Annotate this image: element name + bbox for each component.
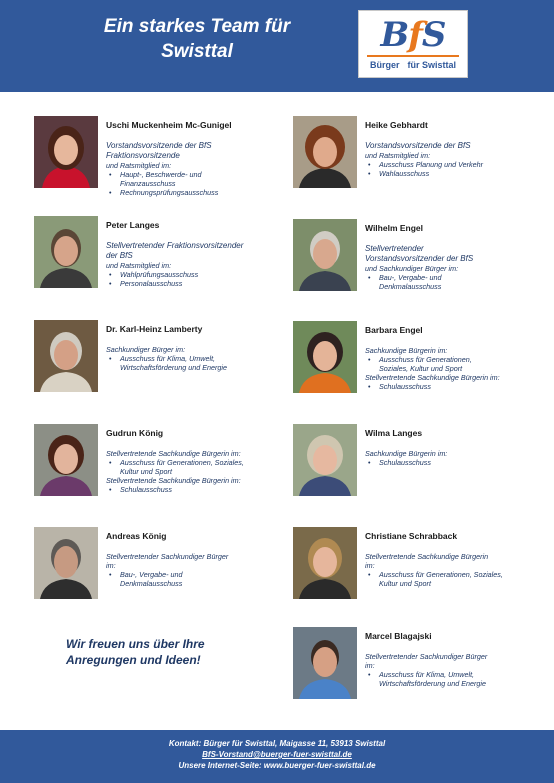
member-photo: [34, 216, 98, 288]
member-membership-label: und Sachkundiger Bürger im:: [365, 264, 459, 273]
member-info: [365, 325, 545, 391]
committee-item: • Ausschuss Planung und Verkehr: [379, 160, 545, 169]
member-photo: [293, 627, 357, 699]
logo-letter-s: S: [421, 15, 446, 55]
member-name: Wilhelm Engel: [365, 223, 424, 233]
closing-message: [66, 636, 256, 668]
committee-item: • Bau-, Vergabe- und: [379, 273, 545, 282]
committee-list: [365, 355, 545, 373]
member-info: [365, 223, 545, 291]
logo-text: [359, 59, 467, 71]
member-roles: [106, 345, 286, 372]
footer-email-link[interactable]: BfS-Vorstand@buerger-fuer-swisttal.de: [202, 750, 352, 759]
member-photo: [34, 116, 98, 188]
member-function: Vorstandsvorsitzender der BfS: [365, 254, 474, 263]
committee-list: [106, 570, 286, 588]
member-membership-label: im:: [365, 661, 375, 670]
logo-text-left: Bürger: [369, 60, 400, 70]
member-info: [365, 531, 545, 588]
member-membership-label: im:: [106, 561, 116, 570]
committee-item: • Ausschuss für Klima, Umwelt,: [379, 670, 545, 679]
member-name: Heike Gebhardt: [365, 120, 428, 130]
committee-list: [365, 458, 545, 467]
logo-mark: [359, 15, 467, 55]
member-roles: [106, 449, 286, 494]
member-membership-label: und Ratsmitglied im:: [365, 151, 431, 160]
header-banner: [0, 0, 554, 92]
member-membership-label: Stellvertretender Sachkundiger Bürger: [106, 552, 229, 561]
committee-item: • Wahlausschuss: [379, 169, 545, 178]
committee-item-continued: Finanzausschuss: [120, 179, 176, 188]
logo-text-right: für Swisttal: [407, 60, 457, 70]
member-membership-label: Sachkundige Bürgerin im:: [365, 449, 448, 458]
committee-item: • Ausschuss für Klima, Umwelt,: [120, 354, 286, 363]
committee-list: [106, 270, 286, 288]
member-name: Christiane Schrabback: [365, 531, 458, 541]
member-photo: [293, 424, 357, 496]
member-membership-label: Sachkundige Bürgerin im:: [365, 346, 448, 355]
member-photo: [293, 527, 357, 599]
member-photo: [34, 527, 98, 599]
member-roles: [365, 552, 545, 588]
committee-item-continued: Denkmalausschuss: [379, 282, 442, 291]
committee-list: [106, 354, 286, 372]
committee-list: [106, 458, 286, 476]
member-function: Vorstandsvorsitzende der BfS: [106, 141, 212, 150]
member-info: [106, 220, 286, 288]
member-name: Marcel Blagajski: [365, 631, 432, 641]
member-roles: [106, 552, 286, 588]
committee-list: [365, 160, 545, 178]
committee-list: [106, 170, 286, 197]
committee-item: • Personalausschuss: [120, 279, 286, 288]
footer-banner: [0, 730, 554, 783]
committee-item: • Ausschuss für Generationen,: [379, 355, 545, 364]
message-line-2: Anregungen und Ideen!: [66, 653, 201, 667]
page-title: [62, 14, 332, 64]
member-info: [106, 428, 286, 494]
member-roles: [365, 449, 545, 467]
committee-item: • Bau-, Vergabe- und: [120, 570, 286, 579]
member-roles: [106, 241, 286, 288]
committee-item-continued: Kultur und Sport: [379, 579, 431, 588]
member-photo: [293, 321, 357, 393]
committee-item-continued: Wirtschaftsförderung und Energie: [120, 363, 228, 372]
member-name: Andreas König: [106, 531, 167, 541]
member-info: [106, 531, 286, 588]
member-name: Peter Langes: [106, 220, 160, 230]
member-roles: [365, 244, 545, 291]
member-roles: [106, 141, 286, 197]
title-line-2: Swisttal: [161, 41, 233, 62]
member-membership-label: und Ratsmitglied im:: [106, 261, 172, 270]
member-name: Wilma Langes: [365, 428, 423, 438]
member-name: Barbara Engel: [365, 325, 423, 335]
logo-swoosh: [367, 55, 459, 57]
committee-item: • Wahlprüfungsausschuss: [120, 270, 286, 279]
committee-item: • Haupt-, Beschwerde- und: [120, 170, 286, 179]
member-membership-label: Stellvertretender Sachkundiger Bürger: [365, 652, 488, 661]
member-roles: [365, 652, 545, 688]
member-info: [106, 324, 286, 372]
committee-list: [365, 570, 545, 588]
member-roles: [365, 141, 545, 178]
member-membership-label: und Ratsmitglied im:: [106, 161, 172, 170]
committee-item: • Rechnungsprüfungsausschuss: [120, 188, 286, 197]
member-name: Gudrun König: [106, 428, 164, 438]
member-photo: [34, 424, 98, 496]
member-membership-label: Stellvertretende Sachkundige Bürgerin im:: [106, 449, 241, 458]
committee-item: • Ausschuss für Generationen, Soziales,: [379, 570, 545, 579]
member-function: Stellvertretender: [365, 244, 424, 253]
member-membership-label: Stellvertretende Sachkundige Bürgerin im:: [106, 476, 241, 485]
committee-item: • Schulausschuss: [120, 485, 286, 494]
member-info: [365, 120, 545, 178]
committee-item: • Schulausschuss: [379, 458, 545, 467]
committee-list: [365, 382, 545, 391]
committee-list: [365, 670, 545, 688]
committee-list: [365, 273, 545, 291]
member-name: Dr. Karl-Heinz Lamberty: [106, 324, 203, 334]
member-photo: [293, 219, 357, 291]
member-name: Uschi Muckenheim Mc-Gunigel: [106, 120, 232, 130]
title-line-1: Ein starkes Team für: [103, 16, 291, 37]
message-line-1: Wir freuen uns über Ihre: [66, 637, 205, 651]
committee-item-continued: Kultur und Sport: [120, 467, 172, 476]
member-function: Vorstandsvorsitzende der BfS: [365, 141, 471, 150]
committee-item: • Schulausschuss: [379, 382, 545, 391]
member-function: der BfS: [106, 251, 133, 260]
member-function: Fraktionsvorsitzende: [106, 151, 180, 160]
bfs-logo: [358, 10, 468, 78]
committee-item-continued: Soziales, Kultur und Sport: [379, 364, 463, 373]
member-function: Stellvertretender Fraktionsvorsitzender: [106, 241, 244, 250]
member-roles: [365, 346, 545, 391]
member-info: [365, 631, 545, 688]
committee-item-continued: Wirtschaftsförderung und Energie: [379, 679, 487, 688]
member-membership-label: im:: [365, 561, 375, 570]
member-membership-label: Sachkundiger Bürger im:: [106, 345, 186, 354]
committee-item-continued: Denkmalausschuss: [120, 579, 183, 588]
member-photo: [293, 116, 357, 188]
member-membership-label: Stellvertretende Sachkundige Bürgerin im:: [365, 373, 500, 382]
footer-website: Unsere Internet-Seite: www.buerger-fuer-swisttal.de: [178, 761, 376, 770]
committee-item: • Ausschuss für Generationen, Soziales,: [120, 458, 286, 467]
member-info: [365, 428, 545, 467]
footer-contact: Kontakt: Bürger für Swisttal, Maigasse 11, 53913 Swisttal: [168, 739, 386, 748]
logo-letter-b: B: [380, 15, 409, 55]
member-membership-label: Stellvertretende Sachkundige Bürgerin: [365, 552, 489, 561]
logo-letter-f: f: [408, 15, 422, 55]
committee-list: [106, 485, 286, 494]
member-info: [106, 120, 286, 197]
member-photo: [34, 320, 98, 392]
